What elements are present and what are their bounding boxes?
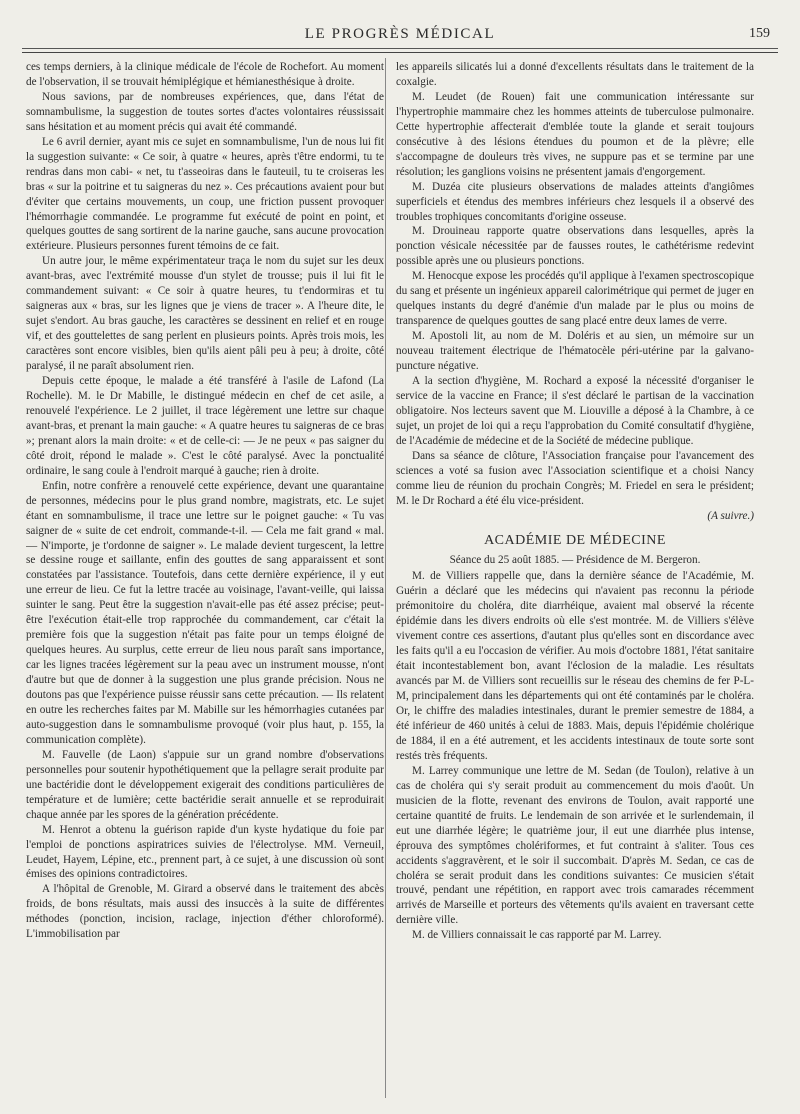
page-number: 159: [749, 26, 770, 41]
paragraph: M. Leudet (de Rouen) fait une communication intéressante sur l'hypertrophie mammaire chez les hommes atteints de tuberculose pulmonaire. Cette hypertrophie affecterait d'emblée toute la glande et serait toujours consécutive à des lésions étendues du poumon et de la plèvre; elle s'accompagne de douleurs très vives, ne suppure pas et se termine par une résolution; les ganglions voisins ne présentent jamais d'engorgement.: [396, 90, 754, 178]
paragraph: M. Duzéa cite plusieurs observations de malades atteints d'angiômes superficiels et étendus des membres inférieurs chez lesquels il a observé des troubles trophiques concomitants d'origine osseuse.: [396, 180, 754, 223]
header-rule: [22, 48, 778, 49]
paragraph: A l'hôpital de Grenoble, M. Girard a observé dans le traitement des abcès froids, de bons résultats, mais aussi des insuccès à la suite de différentes méthodes (ponction, incision, raclage, injection d'éther chloroformé). L'immobilisation par: [26, 883, 384, 941]
paragraph: ces temps derniers, à la clinique médicale de l'école de Rochefort. Au moment de l'observation, il se trouvait hémiplégique et hémianesthésique à droite.: [26, 61, 384, 88]
header-rule-double: [22, 52, 778, 53]
signature-line: [396, 509, 754, 524]
left-column: [26, 60, 384, 1100]
paragraph: M. Larrey communique une lettre de M. Sedan (de Toulon), relative à un cas de choléra qui s'y serait produit au commencement du mois d'août. Un musicien de la flotte, revenant des environs de Toulon, avait rapporté une certaine quantité de fruits. Le lendemain de son arrivée et le surlendemain, il eut une diarrhée légère; le quatrième jour, il eut une diarrhée plus intense, éprouva des symptômes cholériformes, et fut contraint à s'aliter. Tous ces accidents s'aggravèrent, et le soir il succombait. D'après M. Sedan, ce cas de choléra se serait produit dans les conditions suivantes: Ce musicien s'était trouvé, pendant une répétition, en rapport avec trois camarades récemment arrivés de Marseille et porteurs des vêtements qu'ils avaient en traversant cette dernière ville.: [396, 764, 754, 927]
paragraph: M. de Villiers rappelle que, dans la dernière séance de l'Académie, M. Guérin a déclaré que les médecins qui n'avaient pas reconnu la période prémonitoire du choléra, dite diarrhéique, avaient mal observé la récente épidémie dans les divers endroits où elle s'est montrée. M. de Villiers s'élève vivement contre ces assertions, d'autant plus qu'elles sont en discordance avec les faits qu'il a eu l'occasion de vérifier. Au mois d'octobre 1881, l'état sanitaire était incontestablement bon, avant l'éclosion de la maladie. Les résultats avancés par M. de Villiers sont recueillis sur le réseau des chemins de fer P-L-M, principalement dans les départements qui ont été contaminés par le choléra. Or, le chiffre des maladies intestinales, durant le premier semestre de 1884, a été inférieur de 460 unités à celui de 1883. Mais, depuis l'épidémie cholérique de 1884, il en a été autrement, et les accidents intestinaux de toute sorte sont restés très fréquents.: [396, 570, 754, 762]
paragraph: M. Apostoli lit, au nom de M. Doléris et au sien, un mémoire sur un nouveau traitement électrique de l'hématocèle péri-utérine par la galvano-puncture négative.: [396, 330, 754, 373]
paragraph: Nous savions, par de nombreuses expériences, que, dans l'état de somnambulisme, la suggestion de toutes sortes d'actes volontaires réussissait sans hésitation et au moment précis qui avait été commandé.: [26, 90, 384, 133]
paragraph: A la section d'hygiène, M. Rochard a exposé la nécessité d'organiser le service de la vaccine en France; il s'est déclaré le partisan de la vaccination obligatoire. Nos lecteurs savent que M. Liouville a déposé à la Chambre, à ce sujet, un projet de loi qui a reçu l'approbation du Comité consultatif d'hygiène, de l'Académie de médecine et de la Société de médecine publique.: [396, 375, 754, 447]
paragraph: M. Henrot a obtenu la guérison rapide d'un kyste hydatique du foie par l'emploi de ponctions aspiratrices suivies de l'électrolyse. MM. Verneuil, Leudet, Hayem, Lépine, etc., prennent part, à ce sujet, à une discussion où sont émises des opinions contradictoires.: [26, 823, 384, 881]
paragraph: les appareils silicatés lui a donné d'excellents résultats dans le traitement de la coxalgie.: [396, 61, 754, 88]
session-line: Séance du 25 août 1885. — Présidence de M. Bergeron.: [449, 553, 701, 566]
paragraph: M. Fauvelle (de Laon) s'appuie sur un grand nombre d'observations personnelles pour soutenir hypothétiquement que la pellagre serait produite par une bactéridie dont le développement exigerait des conditions particulières de température et de lumière; cette bactéridie serait annuelle et se reproduirait chaque année par les spores de la génération précédente.: [26, 748, 384, 821]
journal-title: LE PROGRÈS MÉDICAL: [304, 26, 496, 42]
section-heading: ACADÉMIE DE MÉDECINE: [484, 532, 666, 548]
page-header: [22, 26, 778, 48]
paragraph: M. de Villiers connaissait le cas rapporté par M. Larrey.: [412, 929, 662, 942]
paragraph: M. Drouineau rapporte quatre observations dans lesquelles, après la ponction vésicale nécessitée par de fausses routes, le cathétérisme redevint possible après une ou plusieurs ponctions.: [396, 225, 754, 268]
paragraph: Le 6 avril dernier, ayant mis ce sujet en somnambulisme, l'un de nous lui fit la suggestion suivante: « Ce soir, à quatre « heures, après t'être endormi, tu te rendras dans mon cabi- « net, tu t'asseoiras dans le fauteuil, tu te croiseras les bras « sur la poitrine et tu saigneras du nez ». Ces précautions avaient pour but d'éviter que certains mouvements, un coup, une friction pussent provoquer l'hémorrhagie commandée. Le programme fut exécuté de point en point, et quelques gouttes de sang sortirent de la narine gauche, sans aucune provocation extérieure. Plusieurs personnes furent témoins de ce fait.: [26, 135, 384, 253]
column-divider: [385, 58, 386, 1098]
paragraph: Depuis cette époque, le malade a été transféré à l'asile de Lafond (La Rochelle). M. le Dr Mabille, le distingué médecin en chef de cet asile, a renouvelé l'expérience. Le 2 juillet, il trace légèrement une lettre sur chaque avant-bras, et prenant la main gauche: « A quatre heures tu saigneras de ce bras »; prenant alors la main droite: « et de celle-ci: — Je ne peux « pas saigner du côté droit, répond le malade ». C'est le côté paralysé. Avec la ponctualité ordinaire, le sang coule à l'endroit marqué à gauche; rien à droite.: [26, 375, 384, 477]
paragraph: Enfin, notre confrère a renouvelé cette expérience, devant une quarantaine de personnes, médecins pour le plus grand nombre, magistrats, etc. Le sujet étant en somnambulisme, il trace une lettre sur le poignet gauche: « Tu vas saigner de « suite de cet endroit, commande-t-il. — Cela me fait grand « mal. — N'importe, je t'ordonne de saigner ». Le malade devient turgescent, la lettre se dessine rouge et saillante, enfin des gouttes de sang apparaissent et sont constatées par l'assistance. Toutefois, dans cette dernière expérience, il y eut une erreur de lieu. Ce fut la lettre tracée au voisinage, l'avant-veille, qui laissa suinter le sang. Peut être la suggestion n'avait-elle pas été assez précise; peut-être l'exécution était-elle trop rapprochée du commandement, car c'était la première fois que la suggestion n'était pas faite pour un temps éloigné de quelques heures. Au surplus, cette erreur de lieu nous paraît sans importance, car les lignes tracées légèrement sur la peau avec un instrument mousse, n'ont d'autre but que de donner à la suggestion une plus grande précision. Nous ne doutons pas que l'expérience puisse réussir sans cette précaution. — Ils relatent en outre les recherches faites par M. Mabille sur les hémorrhagies cutanées par auto-suggestion dans le somnambulisme provoqué (voir plus haut, p. 155, la communication complète).: [26, 479, 384, 746]
right-column: [396, 60, 754, 1100]
paragraph: M. Henocque expose les procédés qu'il applique à l'examen spectroscopique du sang et présente un ingénieux appareil calorimétrique qui permet de juger en quelques instants du degré d'anémie d'un malade par le plus ou moins de transparence de quelques gouttes de sang placé entre deux lames de verre.: [396, 270, 754, 328]
paragraph: Un autre jour, le même expérimentateur traça le nom du sujet sur les deux avant-bras, avec l'extrémité mousse d'un stylet de trousse; puis il lui fit le commandement suivant: « Ce soir à quatre heures, tu t'endormiras et tu saigneras aux « bras, sur les lignes que je viens de tracer ». A l'heure dite, le sujet s'endort. Au bras gauche, les caractères se dessinent en relief et en rouge vif, et des gouttelettes de sang perlent en plusieurs points. Après trois mois, les caractères sont encore visibles, bien qu'ils aient pâli peu à peu; à droite, côté paralysé, il ne paraît absolument rien.: [26, 255, 384, 373]
to-be-continued: (A suivre.): [707, 509, 754, 522]
paragraph: Dans sa séance de clôture, l'Association française pour l'avancement des sciences a voté sa fusion avec l'Association scientifique et a choisi Nancy comme lieu de réunion du prochain Congrès; M. Friedel en sera le président; M. le Dr Rochard a été élu vice-président.: [396, 449, 754, 507]
